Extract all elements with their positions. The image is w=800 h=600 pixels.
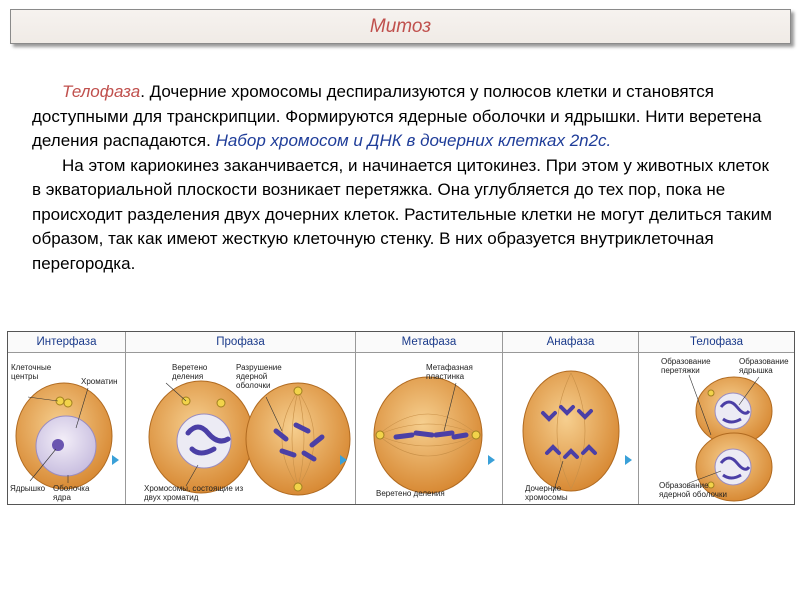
label-nucleolus-formation: Образование ядрышка: [739, 357, 789, 375]
phase-label-interphase: Интерфаза: [8, 332, 125, 353]
slide-title-bar: [10, 9, 791, 44]
label-nuclear-envelope: Оболочка ядра: [53, 484, 90, 502]
panel-anaphase: [503, 332, 639, 504]
label-daughter-chromosomes: Дочерние хромосомы: [525, 484, 568, 502]
label-chromosomes-two-chromatids: Хромосомы, состоящие из двух хроматид: [144, 484, 244, 502]
panel-telophase: [639, 332, 794, 504]
chromosome-set-highlight: Набор хромосом и ДНК в дочерних клетках 2n2c.: [215, 131, 612, 150]
arrow-icon: [112, 455, 119, 465]
anaphase-cell-illustration: [503, 353, 638, 504]
term-telophase: Телофаза: [62, 82, 141, 101]
slide-title: Митоз: [369, 15, 432, 37]
label-envelope-formation: Образование ядерной оболочки: [659, 481, 727, 499]
label-chromatin: Хроматин: [81, 377, 118, 386]
phase-label-metaphase: Метафаза: [356, 332, 502, 353]
panel-prophase: [126, 332, 356, 504]
body-text: [32, 80, 772, 276]
label-spindle: Веретено деления: [172, 363, 208, 381]
telophase-description: . Дочерние хромосомы деспирализуются у полюсов клетки и становятся доступными для транскрипции. Формируются ядерные оболочки и ядрышки. Нити веретена деления распадаются.: [32, 82, 762, 150]
phase-label-prophase: Профаза: [126, 332, 355, 353]
label-nucleolus: Ядрышко: [10, 484, 46, 493]
mitosis-diagram: [7, 331, 795, 505]
phase-label-anaphase: Анафаза: [503, 332, 638, 353]
paragraph-cytokinesis: На этом кариокинез заканчивается, и начинается цитокинез. При этом у животных клеток в экваториальной плоскости возникает перетяжка. Она углубляется до тех пор, пока не происходит разделения двух дочерних клеток. Растительные клетки не могут делиться таким образом, так как имеют жесткую клеточную стенку. В них образуется внутриклеточная перегородка.: [32, 155, 772, 273]
label-spindle-bottom: Веретено деления: [376, 489, 445, 498]
label-metaphase-plate: Метафазная пластинка: [426, 363, 473, 381]
phase-label-telophase: Телофаза: [639, 332, 794, 353]
label-centrioles: Клеточные центры: [11, 363, 52, 381]
label-envelope-breakdown: Разрушение ядерной оболочки: [236, 363, 282, 390]
panel-interphase: [8, 332, 126, 504]
label-constriction-formation: Образование перетяжки: [661, 357, 711, 375]
arrow-icon: [625, 455, 632, 465]
panel-metaphase: [356, 332, 503, 504]
paragraph-telophase: [32, 80, 772, 154]
arrow-icon: [340, 455, 347, 465]
arrow-icon: [488, 455, 495, 465]
